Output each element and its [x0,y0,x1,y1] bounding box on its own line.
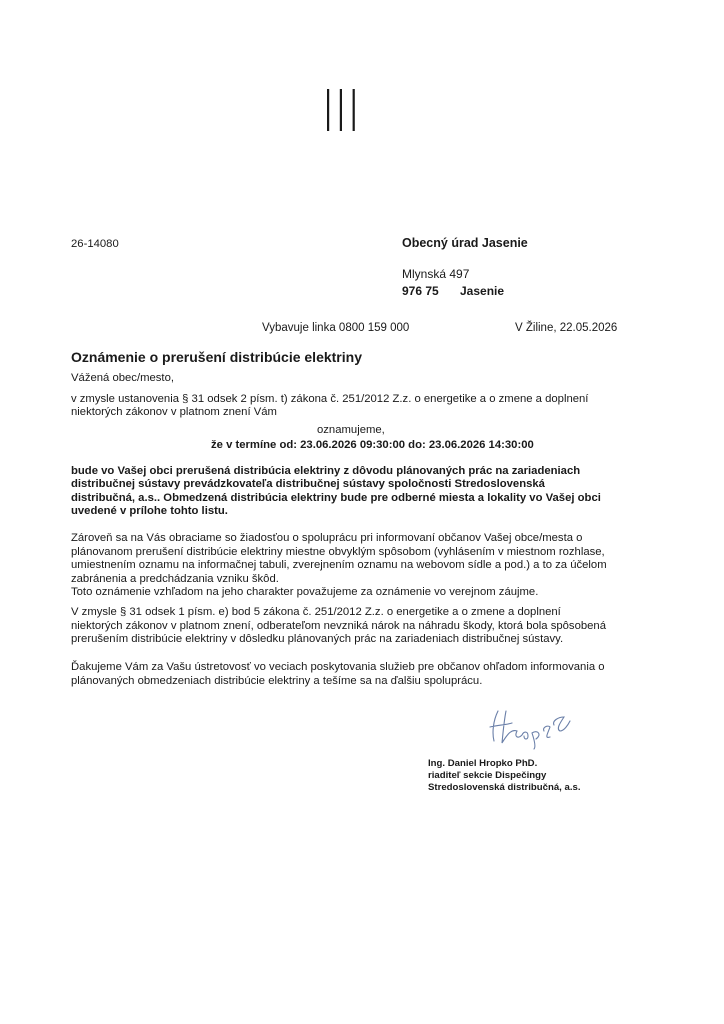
paragraph-line: plánovanom prerušení distribúcie elektriny miestne obvyklým spôsobom (vyhlásením v miestnom rozhlase, [71,545,605,558]
letter-subject: Oznámenie o prerušení distribúcie elektriny [71,349,362,365]
paragraph-line: V zmysle § 31 odsek 1 písm. e) bod 5 zákona č. 251/2012 Z.z. o energetike a o zmene a doplnení [71,606,561,618]
place-and-date: V Žiline, 22.05.2026 [515,322,618,334]
signatory-position: riaditeľ sekcie Dispečingy [428,770,547,782]
company-logo-icon [326,89,356,131]
paragraph-line: niektorých zákonov v platnom znení Vám [71,406,277,418]
paragraph-line: uvedené v prílohe tohto listu. [71,505,228,518]
paragraph-line: niektorých zákonov v platnom znení, odberateľom nevzniká nárok na náhradu škody, ktorá bola spôsobená [71,619,606,632]
announce-word: oznamujeme, [317,424,385,436]
paragraph-outage [71,465,651,519]
paragraph-line: bude vo Vašej obci prerušená distribúcia elektriny z dôvodu plánovaných prác na zariadeniach [71,465,581,477]
contact-line: Vybavuje linka 0800 159 000 [262,322,410,334]
paragraph-line: distribučnej sústavy prevádzkovateľa distribučnej sústavy spoločnosti Stredoslovenská [71,478,545,491]
signatory-company: Stredoslovenská distribučná, a.s. [428,782,581,794]
paragraph-line: zabránenia a predchádzania vzniku škôd. [71,572,279,585]
paragraph-cooperation [71,532,651,600]
paragraph-line: v zmysle ustanovenia § 31 odsek 2 písm. t) zákona č. 251/2012 Z.z. o energetike a o zmene a doplnení [71,393,589,405]
paragraph-line: plánovaných obmedzeniach distribúcie elektriny a tešíme sa na ďalšiu spoluprácu. [71,674,483,687]
signature-icon [484,703,574,751]
signatory-name: Ing. Daniel Hropko PhD. [428,758,538,769]
paragraph-line: Zároveň sa na Vás obraciame so žiadosťou o spoluprácu pri informovaní občanov Vašej obce/mesta o [71,532,583,544]
signatory-block [428,758,581,795]
paragraph-line: Toto oznámenie vzhľadom na jeho charakter považujeme za oznámenie vo verejnom záujme. [71,586,539,599]
paragraph-line: distribučná, a.s.. Obmedzená distribúcia elektriny bude pre odberné miesta a lokality vo Vašej obci [71,491,601,504]
recipient-street: Mlynská 497 [402,267,470,281]
greeting: Vážená obec/mesto, [71,372,174,384]
reference-number: 26-14080 [71,238,119,250]
paragraph-thanks [71,661,651,688]
paragraph-line: umiestnením oznamu na informačnej tabuli, zverejnením oznamu na webovom sídle a pod.) a to za účelom [71,559,607,572]
recipient-postal-code: 976 75 [402,284,439,298]
paragraph-line: prerušením distribúcie elektriny v dôsledku plánovaných prác na zariadeniach distribučnej sústavy. [71,633,564,646]
paragraph-compensation [71,606,651,647]
outage-term: že v termíne od: 23.06.2026 09:30:00 do: 23.06.2026 14:30:00 [211,439,534,451]
paragraph-intro [71,393,651,419]
recipient-name: Obecný úrad Jasenie [402,236,528,250]
recipient-city: Jasenie [460,284,505,298]
paragraph-line: Ďakujeme Vám za Vašu ústretovosť vo veciach poskytovania služieb pre občanov ohľadom informovania o [71,661,605,673]
